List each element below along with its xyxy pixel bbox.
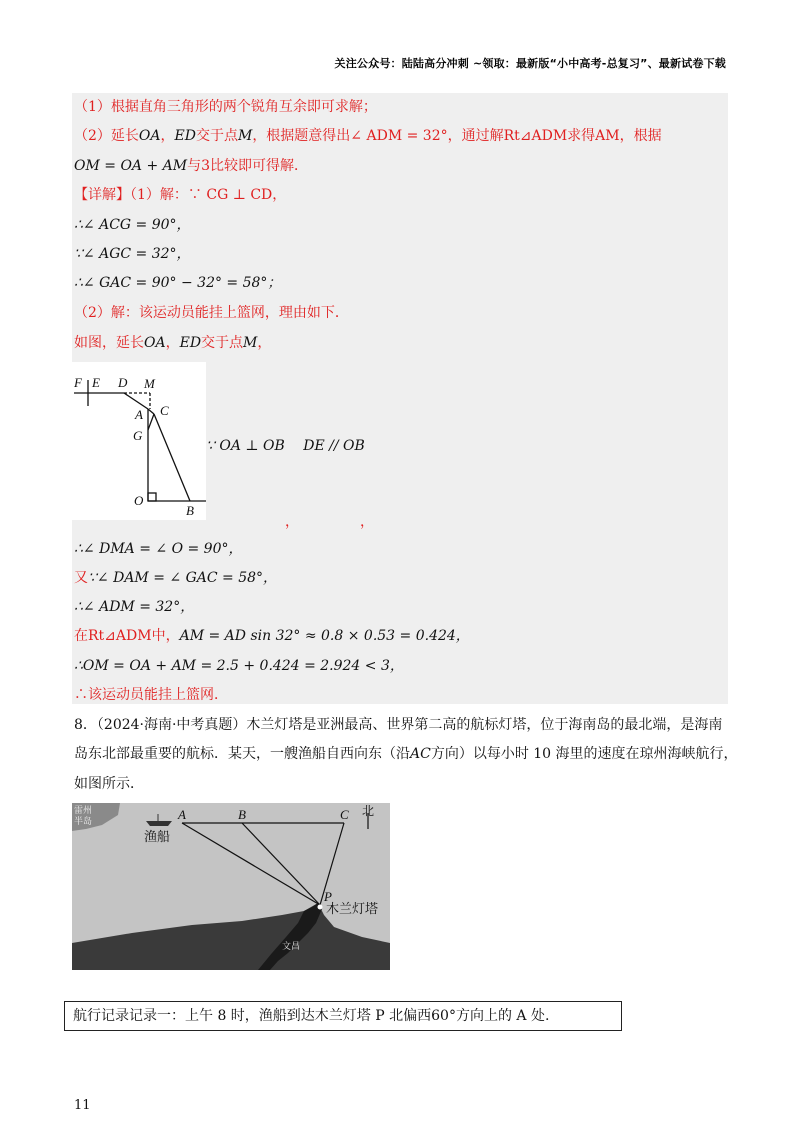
- analysis-line-10: ∴∠ DMA = ∠ O = 90°，: [74, 541, 243, 557]
- label-e: E: [92, 375, 100, 390]
- page-header: 关注公众号：陆陆高分冲刺 ~领取：最新版“小中高考-总复习”、最新试卷下载: [334, 57, 726, 70]
- analysis-line-13: [74, 627, 470, 645]
- label-c: C: [160, 403, 169, 418]
- analysis-line-6: ∵∠ AGC = 32°，: [74, 246, 191, 262]
- math-run: ED: [179, 335, 202, 351]
- text-run: 方向）以每小时 10 海里的速度在琼州海峡航行，: [430, 746, 738, 762]
- analysis-line-1: （1）根据直角三角形的两个锐角互余即可求解；: [74, 99, 377, 115]
- north-label: 北: [362, 804, 375, 818]
- math-run: OM = OA + AM: [74, 158, 188, 174]
- analysis-line-7: ∴∠ GAC = 90° − 32° = 58°；: [74, 275, 282, 291]
- math-run: OA: [138, 128, 161, 144]
- text-run: 岛东北部最重要的航标．某天，一艘渔船自西向东（沿: [74, 746, 410, 762]
- label-g: G: [133, 428, 143, 443]
- math-run: OA: [144, 335, 166, 351]
- analysis-line-14: ∴OM = OA + AM = 2.5 + 0.424 = 2.924 < 3，: [74, 658, 404, 674]
- analysis-line-8: （2）解：该运动员能挂上篮网，理由如下．: [74, 305, 349, 321]
- text-run: 如图，延长: [74, 335, 144, 351]
- wenchang-label: 文昌: [282, 942, 301, 952]
- map-label-b: B: [238, 807, 246, 822]
- math-run: AM = AD sin 32° ≈ 0.8 × 0.53 = 0.424，: [179, 628, 470, 644]
- analysis-line-15: ∴该运动员能挂上篮网．: [74, 687, 228, 703]
- text-run: 在Rt⊿ADM中，: [74, 628, 180, 644]
- label-f: F: [74, 375, 82, 390]
- label-d: D: [118, 375, 128, 390]
- peninsula-label-2: 半岛: [74, 817, 93, 827]
- label-o: O: [134, 493, 144, 508]
- text-run: （1）解：∵ CG ⊥ CD，: [130, 187, 287, 203]
- peninsula-label: 雷州: [74, 806, 93, 816]
- text-run: 与3比较即可得解．: [187, 158, 309, 174]
- perp-parallel-statement: ∵ OA ⊥ OB DE // OB: [206, 438, 365, 454]
- question-line-2: [74, 745, 738, 763]
- analysis-line-12: ∴∠ ADM = 32°，: [74, 599, 195, 615]
- text-run: 交于点: [195, 128, 238, 144]
- geometry-figure-svg: [72, 362, 206, 520]
- boat-label: 渔船: [144, 830, 171, 845]
- math-run: AC: [410, 746, 431, 762]
- text-run: （2）延长: [74, 128, 139, 144]
- question-line-1: 8．（2024·海南·中考真题）木兰灯塔是亚洲最高、世界第二高的航标灯塔，位于海南岛的最北端，是海南: [74, 717, 723, 733]
- map-label-p: P: [324, 889, 332, 904]
- question-line-3: 如图所示．: [74, 776, 144, 792]
- math-run: ED: [174, 128, 196, 144]
- analysis-line-3: [74, 157, 308, 175]
- analysis-line-9: [74, 334, 271, 352]
- analysis-line-2: [74, 127, 662, 145]
- stray-comma: ，: [360, 514, 374, 530]
- map-figure: [72, 803, 390, 970]
- detail-tag: 【详解】: [74, 187, 130, 203]
- text-run: ，: [165, 335, 180, 351]
- math-run: ∵∠ DAM = ∠ GAC = 58°，: [88, 570, 278, 586]
- math-run: M: [243, 335, 258, 351]
- text-run: 交于点: [201, 335, 244, 351]
- analysis-line-4: [74, 186, 286, 204]
- navigation-record-box: 航行记录记录一：上午 8 时，渔船到达木兰灯塔 P 北偏西60°方向上的 A 处.: [64, 1001, 622, 1031]
- text-run: ，: [257, 335, 272, 351]
- analysis-line-11: [74, 569, 277, 587]
- page-number: 11: [74, 1098, 91, 1113]
- analysis-line-5: ∴∠ ACG = 90°，: [74, 217, 191, 233]
- map-figure-svg: [72, 803, 390, 970]
- text-run: ，: [160, 128, 175, 144]
- map-label-c: C: [340, 807, 349, 822]
- math-run: M: [237, 128, 253, 144]
- label-b: B: [186, 503, 194, 518]
- text-run: ，根据题意得出∠ ADM = 32°，通过解Rt⊿ADM求得AM，根据: [252, 128, 662, 144]
- stray-comma: ，: [285, 514, 299, 530]
- label-m: M: [144, 376, 155, 391]
- geometry-figure: [72, 362, 206, 520]
- text-run: 又: [74, 570, 88, 586]
- label-a: A: [135, 407, 143, 422]
- map-label-a: A: [178, 807, 186, 822]
- lighthouse-label: 木兰灯塔: [326, 902, 379, 917]
